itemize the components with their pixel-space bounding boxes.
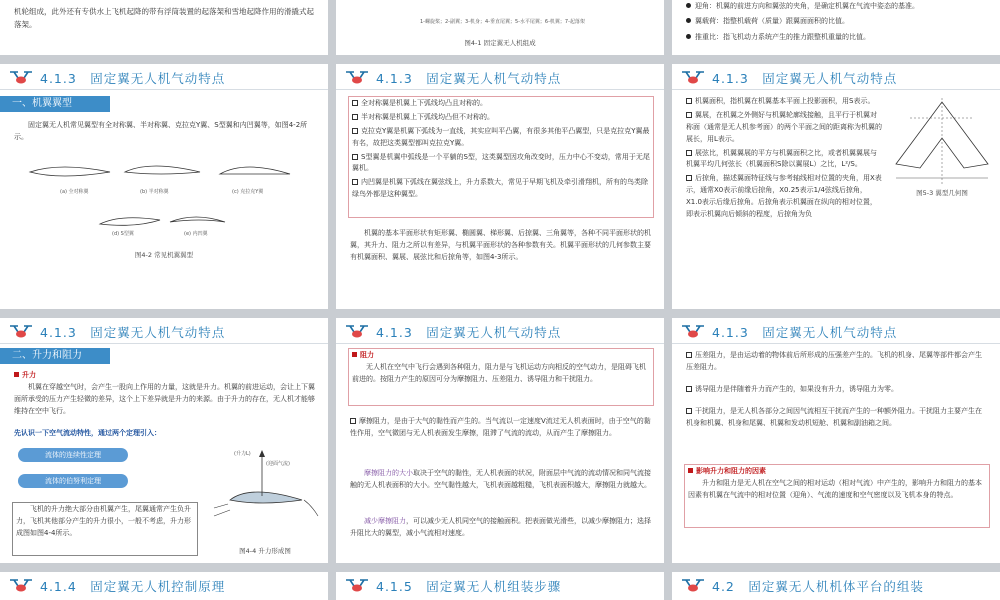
list-item: 压差阻力，是由运动着的物体前后所形成的压强差产生的。飞机的机身、尾翼等部件都会产生压差阻力。 <box>686 351 982 371</box>
bullet-list <box>686 96 882 223</box>
slide-r0c0[interactable] <box>0 0 328 55</box>
airfoil-label: (b) 半对称翼 <box>140 189 169 195</box>
list-item: 翼载荷：指整机载荷（质量）跟翼面面积的比值。 <box>686 15 992 28</box>
checkbox-bullet-icon <box>350 418 356 424</box>
airfoil-label: (e) 内凹翼 <box>184 231 208 237</box>
bullet-list <box>686 350 988 431</box>
checkbox-bullet-icon <box>686 408 692 414</box>
figure-legend: 1-螺旋桨；2-副翼；3-机身；4-垂直尾翼；5-水平尾翼；6-机翼；7-起落架 <box>420 19 585 25</box>
slide-title: 4.1.3 固定翼无人机气动特点 <box>712 325 898 340</box>
red-square-icon <box>688 468 693 473</box>
slide-header <box>336 572 664 598</box>
list-item: S型翼是机翼中弧线是一个平躺的S型，这类翼型因攻角改变时，压力中心不变动，常用于无尾翼机。 <box>352 152 650 173</box>
bullet-dot-icon <box>686 3 691 8</box>
list-item: 展弦比，机翼翼展的平方与机翼面积之比，或者机翼翼展与机翼平均几何弦长（机翼面积S除以翼展L）之比，L²/S。 <box>686 148 877 169</box>
section-head: 阻力 <box>352 350 374 362</box>
checkbox-bullet-icon <box>686 98 692 104</box>
list-item: 半对称翼是机翼上下弧线均凸但不对称的。 <box>352 112 650 124</box>
checkbox-bullet-icon <box>686 112 692 118</box>
checkbox-bullet-icon <box>352 179 358 185</box>
airfoil-label: (d) S型翼 <box>112 231 134 237</box>
list-item: 诱导阻力是伴随着升力而产生的，如果没有升力，诱导阻力为零。 <box>686 384 988 396</box>
checkbox-bullet-icon <box>686 150 692 156</box>
figure-caption: 图4-1 固定翼无人机组成 <box>464 39 536 47</box>
slide-r2c1[interactable] <box>336 318 664 563</box>
drone-logo-icon <box>344 322 370 340</box>
diagram-label: (升力L) <box>234 451 251 457</box>
list-item: 推重比：指飞机动力系统产生的推力跟整机重量的比值。 <box>686 31 992 44</box>
list-item: 克拉克Y翼是机翼下弧线为一直线，其实应叫平凸翼，有很多其他平凸翼型，只是克拉克Y翼最有名，故把这类翼型都叫克拉克Y翼。 <box>352 126 650 147</box>
slide-r0c2[interactable] <box>672 0 1000 55</box>
drone-logo-icon <box>344 68 370 86</box>
paragraph: 固定翼无人机常见翼型有全对称翼、半对称翼、克拉克Y翼、S型翼和内凹翼等，如图4-2所示。 <box>14 121 308 141</box>
slide-header <box>0 572 328 598</box>
slide-header <box>0 318 328 344</box>
slide-title: 4.1.3 固定翼无人机气动特点 <box>376 325 562 340</box>
airfoil-label: (c) 克拉克Y翼 <box>232 189 264 195</box>
theorem-pill[interactable]: 流体的连续性定理 <box>18 448 128 462</box>
slide-r3c1[interactable] <box>336 572 664 600</box>
bullet-list <box>686 0 992 46</box>
checkbox-bullet-icon <box>352 114 358 120</box>
checkbox-bullet-icon <box>686 352 692 358</box>
paragraph: 无人机在空气中飞行会遇到各种阻力，阻力是与飞机运动方向相反的空气动力，是阻碍飞机前进的。按阻力产生的原因可分为摩擦阻力、压差阻力、诱导阻力和干扰阻力。 <box>352 363 646 383</box>
slide-r2c2[interactable] <box>672 318 1000 563</box>
slide-header <box>672 572 1000 598</box>
drone-logo-icon <box>680 576 706 594</box>
figure-caption: 图4-2 常见机翼翼型 <box>134 251 194 259</box>
checkbox-bullet-icon <box>686 175 692 181</box>
section-band: 二、升力和阻力 <box>0 348 110 364</box>
wing-geometry-diagram <box>890 98 994 188</box>
slide-r2c0[interactable] <box>0 318 328 563</box>
figure-caption: 图4-4 升力形成图 <box>239 547 291 555</box>
slide-r3c2[interactable] <box>672 572 1000 600</box>
lift-diagram <box>210 446 320 536</box>
slide-header <box>336 64 664 90</box>
slide-header <box>672 318 1000 344</box>
section-head: 影响升力和阻力的因素 <box>688 466 766 478</box>
paragraph: 摩擦阻力的大小取决于空气的黏性，无人机表面的状况，附面层中气流的流动情况和同气流接触的无人机表面积的大小。空气黏性越大，飞机表面越粗糙，飞机表面积越大，摩擦阻力就越大。 <box>350 469 651 489</box>
list-item: 后掠角，描述翼面特征线与参考轴线相对位置的夹角，用X表示，通常X0表示前缘后掠角，X0.25表示1/4弦线后掠角，X1.0表示后缘后掠角。后掠角表示机翼面在纵向的相对位置，即表示机翼向后倾斜的程度，后掠角为负 <box>686 174 882 219</box>
list-item: 摩擦阻力，是由于大气的黏性而产生的。当气流以一定速度V流过无人机表面时，由于空气的黏性作用，空气微团与无人机表面发生摩擦，阻滞了气流的流动，从而产生了摩擦阻力。 <box>350 417 651 437</box>
list-item: 机翼面积，指机翼在机翼基本平面上投影面积，用S表示。 <box>686 96 882 108</box>
paragraph: 机翼在穿越空气时，会产生一股向上作用的力量，这就是升力。机翼的前进运动，会让上下翼面所承受的压力产生轻微的差异，这个上下差异就是升力的来源。由于升力的存在，无人机才能够维持在空中飞行。 <box>14 383 315 415</box>
bullet-list <box>352 98 650 203</box>
red-square-icon <box>352 352 357 357</box>
list-item: 内凹翼是机翼下弧线在翼弦线上，升力系数大，常见于早期飞机及牵引滑翔机，所有的鸟类除绿鸟外都是这种翼型。 <box>352 178 648 199</box>
diagram-label: (迎面气流) <box>266 461 290 467</box>
slide-header <box>336 318 664 344</box>
airfoil-label: (a) 全对称翼 <box>60 189 89 195</box>
slide-header <box>672 64 1000 90</box>
checkbox-bullet-icon <box>352 154 358 160</box>
paragraph: 机翼的基本平面形状有矩形翼、椭圆翼、梯形翼、后掠翼、三角翼等，各种不同平面形状的机翼，其升力、阻力之所以有差异，与机翼平面形状的各种参数有关。机翼平面形状的几何参数主要有机翼面积、翼展、展弦比和后掠角等，如图4-3所示。 <box>350 229 651 261</box>
slide-title: 4.1.3 固定翼无人机气动特点 <box>40 325 226 340</box>
slide-title: 4.1.3 固定翼无人机气动特点 <box>40 71 226 86</box>
slide-title: 4.1.3 固定翼无人机气动特点 <box>712 71 898 86</box>
intro-text: 先认识一下空气流动特性，通过两个定理引入： <box>14 429 161 437</box>
section-head: 升力 <box>14 370 36 382</box>
drone-logo-icon <box>344 576 370 594</box>
theorem-pill[interactable]: 流体的伯努利定理 <box>18 474 128 488</box>
section-band: 一、机翼翼型 <box>0 96 110 112</box>
checkbox-bullet-icon <box>352 100 358 106</box>
drone-logo-icon <box>8 68 34 86</box>
paragraph: 升力和阻力是无人机在空气之间的相对运动（相对气流）中产生的，影响升力和阻力的基本因素有机翼在气流中的相对位置（迎角）、气流的速度和空气密度以及飞机本身的特点。 <box>688 479 982 499</box>
checkbox-bullet-icon <box>686 386 692 392</box>
list-item: 全对称翼是机翼上下弧线均凸且对称的。 <box>352 98 650 110</box>
slide-r0c1[interactable] <box>336 0 664 55</box>
drone-logo-icon <box>8 576 34 594</box>
slide-title: 4.1.4 固定翼无人机控制原理 <box>40 579 226 594</box>
slide-text: 机轮组成，此外还有专供水上飞机起降的带有浮筒装置的起落架和雪地起降作用的滑撬式起落架。 <box>14 7 314 29</box>
list-item: 迎角：机翼的前进方向和翼弦的夹角，是确定机翼在气流中姿态的基准。 <box>686 0 992 13</box>
list-item: 干扰阻力，是无人机各部分之间因气流相互干扰而产生的一种额外阻力。干扰阻力主要产生在机身和机翼、机身和尾翼、机翼和发动机短舱、机翼和副油箱之间。 <box>686 406 982 427</box>
slide-r3c0[interactable] <box>0 572 328 600</box>
bullet-dot-icon <box>686 34 691 39</box>
slide-title: 4.1.5 固定翼无人机组装步骤 <box>376 579 562 594</box>
bullet-dot-icon <box>686 18 691 23</box>
slide-header <box>0 64 328 90</box>
slide-title: 4.1.3 固定翼无人机气动特点 <box>376 71 562 86</box>
list-item: 翼展，在机翼之外侧好与机翼轮廓线接触，且平行于机翼对称面（通常是无人机参考面）的两个平面之间的距离称为机翼的展长，用L表示。 <box>686 110 882 143</box>
checkbox-bullet-icon <box>352 128 358 134</box>
red-square-icon <box>14 372 19 377</box>
figure-caption: 图5-3 翼型几何图 <box>916 189 968 197</box>
drone-logo-icon <box>680 68 706 86</box>
slide-r1c2[interactable] <box>672 64 1000 309</box>
slide-title: 4.2 固定翼无人机机体平台的组装 <box>712 579 924 594</box>
slide-r1c1[interactable] <box>336 64 664 309</box>
paragraph: 飞机的升力绝大部分由机翼产生，尾翼通常产生负升力，飞机其他部分产生的升力很小，一般不考虑，升力形成图如图4-4所示。 <box>16 505 191 537</box>
slide-r1c0[interactable] <box>0 64 328 309</box>
paragraph: 减少摩擦阻力，可以减少无人机同空气的接触面积。把表面做光滑些，以减少摩擦阻力；选择升阻比大的翼型，减小气流相对速度。 <box>350 517 651 537</box>
drone-logo-icon <box>680 322 706 340</box>
drone-logo-icon <box>8 322 34 340</box>
